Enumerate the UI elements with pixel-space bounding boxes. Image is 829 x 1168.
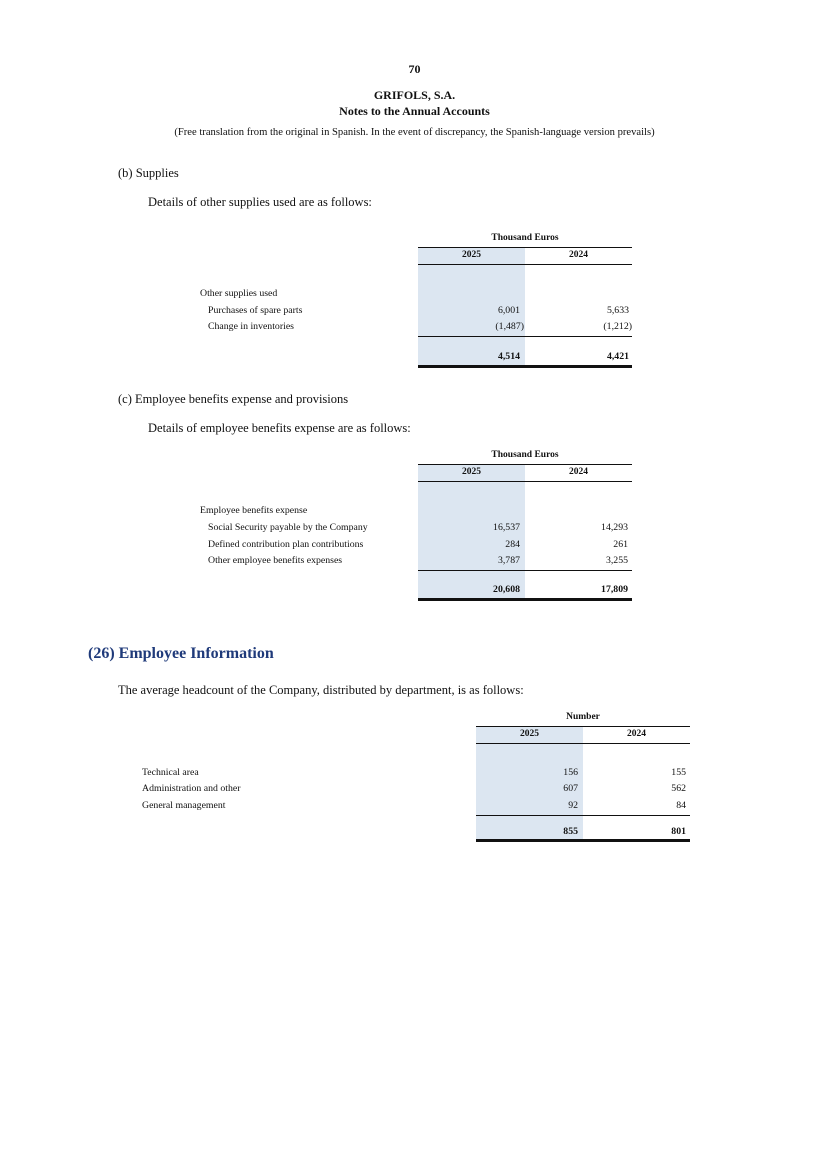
header-rule — [476, 726, 690, 727]
year-current-header: 2025 — [462, 250, 481, 260]
section-heading: (26) Employee Information — [88, 645, 274, 662]
company-name: GRIFOLS, S.A. — [373, 88, 456, 102]
total-prior: 801 — [671, 826, 686, 837]
year-prior-header: 2024 — [569, 467, 588, 477]
year-current-header: 2025 — [462, 467, 481, 477]
header-rule — [418, 464, 632, 465]
subtotal-rule — [476, 815, 690, 816]
row-value-current: 92 — [568, 800, 578, 811]
row-value-prior: 155 — [671, 767, 686, 778]
total-prior: 17,809 — [601, 584, 628, 595]
row-value-current: 284 — [505, 539, 520, 550]
units-label: Thousand Euros — [491, 233, 559, 243]
document-title: Notes to the Annual Accounts — [339, 104, 490, 118]
row-value-prior: 14,293 — [601, 522, 628, 533]
header-rule — [418, 247, 632, 248]
row-label: Technical area — [142, 767, 199, 778]
page-number: 70 — [408, 62, 421, 76]
row-value-prior: 3,255 — [605, 555, 628, 566]
units-label: Thousand Euros — [491, 450, 559, 460]
total-double-rule — [418, 598, 632, 601]
row-value-prior: 5,633 — [606, 305, 629, 316]
subtotal-rule — [418, 570, 632, 571]
header-rule — [476, 743, 690, 744]
employee-benefits-heading: (c) Employee benefits expense and provisions — [118, 392, 349, 406]
row-value-current: 156 — [563, 767, 578, 778]
total-prior: 4,421 — [606, 351, 629, 362]
employee-information-intro: The average headcount of the Company, distributed by department, is as follows: — [118, 683, 524, 697]
total-current: 20,608 — [493, 584, 520, 595]
row-value-prior: 261 — [613, 539, 628, 550]
row-value-current: 6,001 — [497, 305, 520, 316]
row-value-current: 3,787 — [497, 555, 520, 566]
row-value-current: 16,537 — [493, 522, 520, 533]
row-label: Purchases of spare parts — [208, 305, 303, 316]
units-label: Number — [566, 712, 600, 722]
row-value-prior: 562 — [671, 783, 686, 794]
row-label: Change in inventories — [208, 321, 294, 332]
group-label: Other supplies used — [200, 288, 278, 299]
row-label: General management — [142, 800, 226, 811]
total-double-rule — [418, 365, 632, 368]
header-rule — [418, 481, 632, 482]
total-current: 4,514 — [497, 351, 520, 362]
subtotal-rule — [418, 336, 632, 337]
year-prior-header: 2024 — [627, 729, 646, 739]
supplies-heading: (b) Supplies — [118, 166, 179, 180]
row-label: Administration and other — [142, 783, 241, 794]
row-value-current: (1,487) — [495, 321, 524, 332]
year-current-header: 2025 — [520, 729, 539, 739]
row-label: Other employee benefits expenses — [208, 555, 343, 566]
year-prior-header: 2024 — [569, 250, 588, 260]
translation-note: (Free translation from the original in Spanish. In the event of discrepancy, the Spanish-language version prevails) — [174, 127, 655, 138]
total-double-rule — [476, 839, 690, 842]
employee-benefits-intro: Details of employee benefits expense are as follows: — [148, 421, 411, 435]
row-label: Defined contribution plan contributions — [208, 539, 364, 550]
group-label: Employee benefits expense — [200, 505, 308, 516]
total-current: 855 — [563, 826, 578, 837]
header-rule — [418, 264, 632, 265]
row-value-current: 607 — [563, 783, 578, 794]
row-value-prior: (1,212) — [603, 321, 632, 332]
supplies-intro: Details of other supplies used are as follows: — [148, 195, 372, 209]
row-value-prior: 84 — [676, 800, 686, 811]
row-label: Social Security payable by the Company — [208, 522, 368, 533]
